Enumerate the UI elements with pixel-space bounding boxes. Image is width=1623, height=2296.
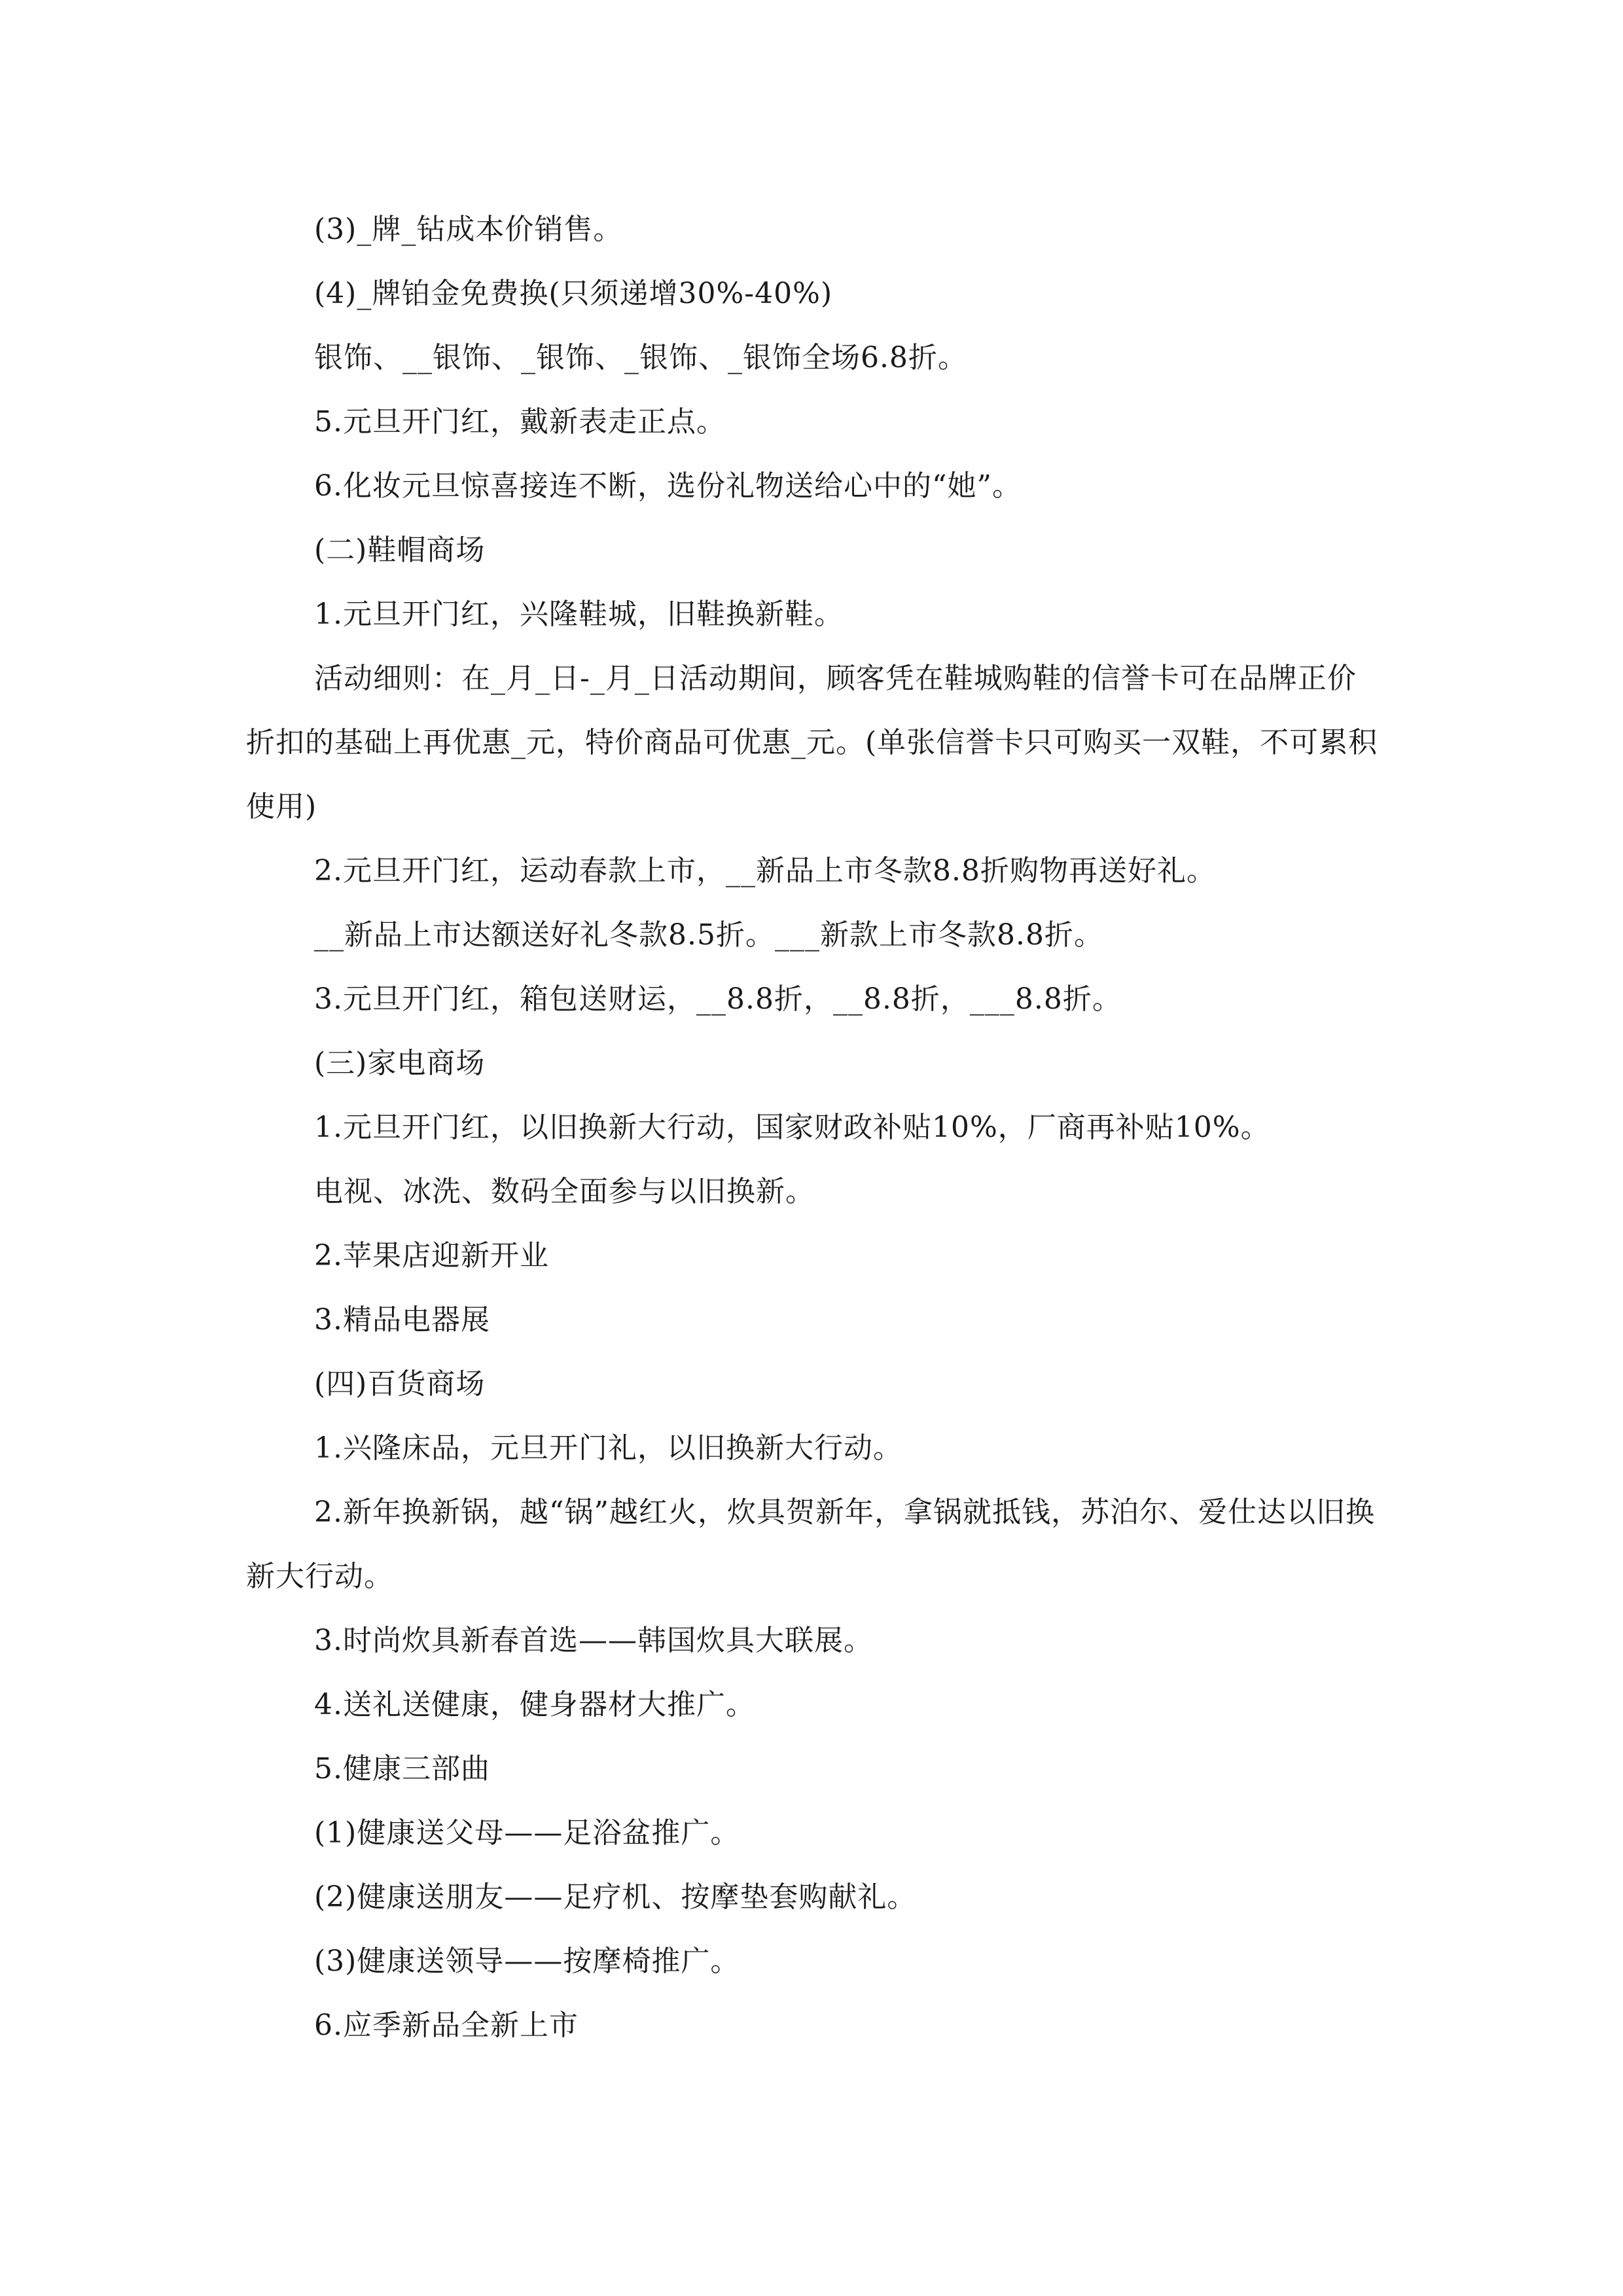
paragraph: 2.新年换新锅，越“锅”越红火，炊具贺新年，拿锅就抵钱，苏泊尔、爱仕达以旧换新大行动。 xyxy=(246,1496,1375,1593)
paragraph: 活动细则：在_月_日-_月_日活动期间，顾客凭在鞋城购鞋的信誉卡可在品牌正价折扣的基础上再优惠_元，特价商品可优惠_元。(单张信誉卡只可购买一双鞋，不可累积使用) xyxy=(246,662,1378,823)
document-body xyxy=(246,198,1380,2058)
paragraph: (3)健康送领导——按摩椅推广。 xyxy=(314,1945,740,1978)
paragraph: 2.元旦开门红，运动春款上市，__新品上市冬款8.8折购物再送好礼。 xyxy=(314,854,1216,888)
paragraph: 1.元旦开门红，以旧换新大行动，国家财政补贴10%，厂商再补贴10%。 xyxy=(314,1111,1270,1144)
paragraph: __新品上市达额送好礼冬款8.5折。___新款上市冬款8.8折。 xyxy=(314,918,1103,952)
paragraph: 电视、冰洗、数码全面参与以旧换新。 xyxy=(314,1175,815,1208)
paragraph: (3)_牌_钻成本价销售。 xyxy=(314,213,623,246)
paragraph: (2)健康送朋友——足疗机、按摩垫套购献礼。 xyxy=(314,1880,917,1914)
section-heading: (三)家电商场 xyxy=(314,1047,486,1080)
paragraph: (4)_牌铂金免费换(只须递增30%-40%) xyxy=(314,277,833,310)
paragraph: 5.元旦开门红，戴新表走正点。 xyxy=(314,405,726,439)
paragraph: 6.化妆元旦惊喜接连不断，选份礼物送给心中的“她”。 xyxy=(314,469,1022,503)
paragraph: 3.精品电器展 xyxy=(314,1303,490,1336)
paragraph: 5.健康三部曲 xyxy=(314,1752,490,1785)
paragraph: 银饰、__银饰、_银饰、_银饰、_银饰全场6.8折。 xyxy=(314,341,967,374)
section-heading: (二)鞋帽商场 xyxy=(314,533,486,567)
paragraph: 4.送礼送健康，健身器材大推广。 xyxy=(314,1688,755,1721)
section-heading: (四)百货商场 xyxy=(314,1367,486,1401)
paragraph: (1)健康送父母——足浴盆推广。 xyxy=(314,1816,740,1850)
paragraph: 3.时尚炊具新春首选——韩国炊具大联展。 xyxy=(314,1624,873,1657)
paragraph: 1.元旦开门红，兴隆鞋城，旧鞋换新鞋。 xyxy=(314,598,844,631)
paragraph: 1.兴隆床品，元旦开门礼，以旧换新大行动。 xyxy=(314,1431,902,1465)
paragraph: 6.应季新品全新上市 xyxy=(314,2009,579,2042)
paragraph: 3.元旦开门红，箱包送财运，__8.8折，__8.8折，___8.8折。 xyxy=(314,982,1122,1016)
paragraph: 2.苹果店迎新开业 xyxy=(314,1239,549,1272)
